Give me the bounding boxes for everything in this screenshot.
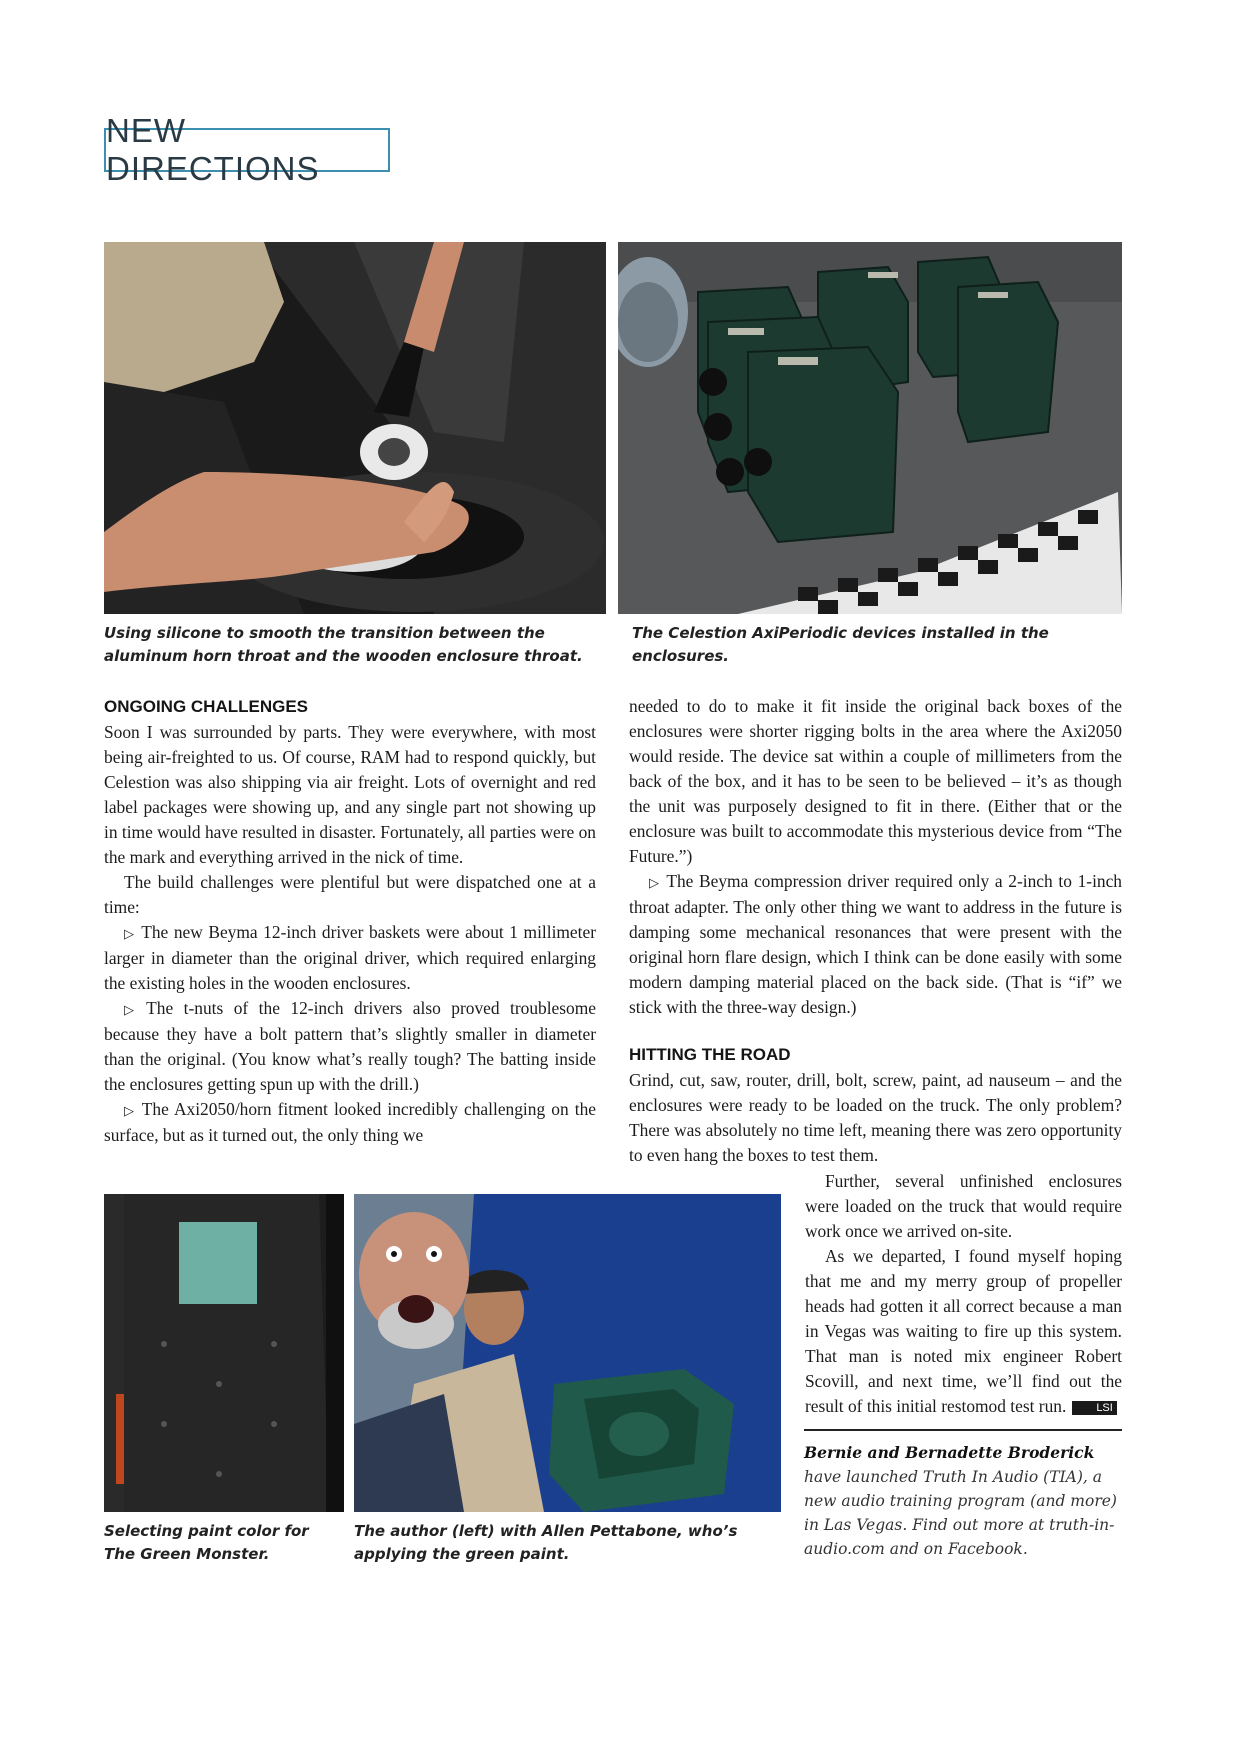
photo-horn-throat <box>104 242 606 614</box>
col3-paragraph-2: As we departed, I found myself hoping that me and my merry group of propeller heads had gotten it all correct because a man in Vegas was waiting to fire up this system. That man is noted mix engineer Robert Scovill, and next time, we’ll find out the result of this initial restomod test run. LSI <box>805 1246 1122 1416</box>
column-1 <box>104 694 596 1148</box>
caption-author-and-allen: The author (left) with Allen Pettabone, who’s applying the green paint. <box>354 1522 738 1563</box>
col2-bullet-1: ▷ The Beyma compression driver required only a 2-inch to 1-inch throat adapter. The only other thing we want to address in the future is damping some mechanical resonances that were present with the original horn flare design, which I think can be done easily with some modern damping material placed on the back side. (That is “if” we stick with the three-way design.) <box>629 871 1123 1017</box>
section-tag: NEW DIRECTIONS <box>104 128 390 172</box>
caption-horn-throat: Using silicone to smooth the transition between the aluminum horn throat and the wooden enclosure throat. <box>104 624 583 665</box>
col1-paragraph-2: The build challenges were plentiful but were dispatched one at a time: <box>104 872 596 917</box>
triangle-right-icon: ▷ <box>649 875 661 890</box>
end-of-article-mark: LSI <box>1072 1401 1117 1415</box>
caption-enclosures: The Celestion AxiPeriodic devices installed in the enclosures. <box>632 624 1049 665</box>
col2-paragraph-1: needed to do to make it fit inside the original back boxes of the enclosures were shorter rigging bolts in the area where the Axi2050 would reside. The device sat within a couple of millimeters from the back of the box, and it has to be seen to be believed – it’s as though the unit was purposely designed to fit in there. (Either that or the enclosure was built to accommodate this mysterious device from “The Future.”) <box>629 696 1122 866</box>
photo-paint-swatch <box>104 1194 344 1512</box>
triangle-right-icon: ▷ <box>124 1103 136 1118</box>
col1-bullet-1: ▷ The new Beyma 12-inch driver baskets were about 1 millimeter larger in diameter than the original driver, which required enlarging the existing holes in the wooden enclosures. <box>104 922 596 993</box>
col1-paragraph-1: Soon I was surrounded by parts. They were everywhere, with most being air-freighted to us. Of course, RAM had to respond quickly, but Celestion was also shipping via air freight. Lots of overnight and red label packages were showing up, and any single part not showing up in time would have resulted in disaster. Fortunately, all parties were on the mark and everything arrived in the nick of time. <box>104 722 596 867</box>
column-2 <box>629 694 1122 1168</box>
bio-divider <box>804 1429 1122 1431</box>
triangle-right-icon: ▷ <box>124 1002 141 1017</box>
heading-hitting-the-road: HITTING THE ROAD <box>629 1045 791 1064</box>
author-bio <box>804 1441 1122 1561</box>
author-names: Bernie and Bernadette Broderick <box>804 1443 1095 1462</box>
col1-bullet-2: ▷ The t-nuts of the 12-inch drivers also proved troublesome because they have a bolt pattern that’s slightly smaller in diameter than the original. (You know what’s really tough? The batting inside the enclosures getting spun up with the drill.) <box>104 998 596 1094</box>
caption-paint-swatch: Selecting paint color for The Green Monster. <box>104 1522 309 1563</box>
photo-enclosures <box>618 242 1122 614</box>
photo-author-and-allen <box>354 1194 781 1512</box>
col1-bullet-3: ▷ The Axi2050/horn fitment looked incredibly challenging on the surface, but as it turned out, the only thing we <box>104 1099 596 1145</box>
col2-paragraph-2: Grind, cut, saw, router, drill, bolt, screw, paint, ad nauseum – and the enclosures were ready to be loaded on the truck. The only problem? There was absolutely no time left, meaning there was zero opportunity to even hang the boxes to test them. <box>629 1070 1122 1165</box>
column-3 <box>805 1169 1122 1419</box>
col3-paragraph-1: Further, several unfinished enclosures were loaded on the truck that would require work once we arrived on-site. <box>805 1171 1122 1241</box>
triangle-right-icon: ▷ <box>124 926 136 941</box>
author-bio-text: have launched Truth In Audio (TIA), a new audio training program (and more) in Las Vegas. Find out more at truth-in-audio.com and on Facebook. <box>804 1468 1117 1558</box>
heading-ongoing-challenges: ONGOING CHALLENGES <box>104 697 309 716</box>
